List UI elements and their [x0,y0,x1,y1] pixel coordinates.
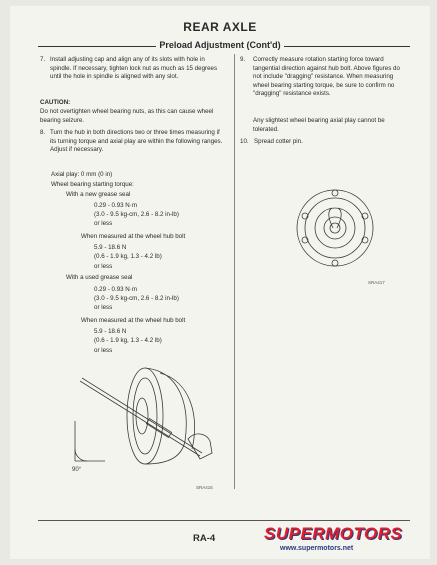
hub-spring-scale-figure [50,361,230,491]
hub-bolt-label-1: When measured at the wheel hub bolt [81,233,186,240]
step-10-text: Spread cotter pin. [254,138,303,145]
step-10-number: 10. [240,138,249,145]
hub-bolt-value-2c: or less [94,347,113,354]
hub-bolt-value-2a: 5.9 - 18.6 N [94,328,127,335]
caution-title: CAUTION: [40,99,71,106]
used-seal-value-3: or less [94,304,113,311]
column-divider [234,54,235,489]
figure-code-left: SRA416 [196,485,213,490]
step-9-number: 9. [240,56,246,63]
page-title: REAR AXLE [183,20,257,34]
section-title: Preload Adjustment (Cont'd) [10,40,430,50]
hub-bolt-value-1a: 5.9 - 18.6 N [94,244,127,251]
step-9-note: Any slightest wheel bearing axial play cannot be tolerated. [253,117,385,133]
watermark-url: www.supermotors.net [280,545,354,552]
step-8-number: 8. [40,129,46,136]
used-seal-value-2: (3.0 - 9.5 kg-cm, 2.6 - 8.2 in-lb) [94,295,179,302]
new-seal-label: With a new grease seal [66,191,131,198]
page-number: RA-4 [193,533,216,544]
supermotors-watermark [250,520,425,558]
new-seal-value-2: (3.0 - 9.5 kg-cm, 2.6 - 8.2 in-lb) [94,211,179,218]
hub-bolt-value-1c: or less [94,263,113,270]
hub-bolt-value-2b: (0.6 - 1.9 kg, 1.3 - 4.2 lb) [94,337,162,344]
hub-bolt-label-2: When measured at the wheel hub bolt [81,317,186,324]
manual-page [10,6,430,559]
new-seal-value-3: or less [94,220,113,227]
starting-torque-label: Wheel bearing starting torque: [51,181,134,188]
watermark-brand: SUPERMOTORS [264,524,403,543]
step-7-text: Install adjusting cap and align any of its slots with hole in spindle. If necessary, tighten lock nut as much as 15 degrees until the hole in spindle is aligned with any slot. [50,56,218,81]
used-seal-label: With a used grease seal [66,274,133,281]
step-7-number: 7. [40,56,46,63]
figure-code-right: SRA417 [368,280,385,285]
cotter-pin-figure [280,178,395,288]
used-seal-value-1: 0.29 - 0.93 N·m [94,286,137,293]
step-8-text: Turn the hub in both directions two or three times measuring if its turning torque and axial play are within the following ranges. Adjust if necessary. [50,129,223,154]
new-seal-value-1: 0.29 - 0.93 N·m [94,202,137,209]
caution-text: Do not overtighten wheel bearing nuts, as this can cause wheel bearing seizure. [40,108,214,124]
step-9-text: Correctly measure rotation starting force toward tangential direction against hub bolt. Above figures do not include "dragging" resistance. When measuring wheel bearing starting torque, be sure to confirm no "dragging" resistance exists. [253,56,400,98]
hub-bolt-value-1b: (0.6 - 1.9 kg, 1.3 - 4.2 lb) [94,253,162,260]
axial-play: Axial play: 0 mm (0 in) [51,171,113,178]
angle-label: 90° [72,467,82,473]
